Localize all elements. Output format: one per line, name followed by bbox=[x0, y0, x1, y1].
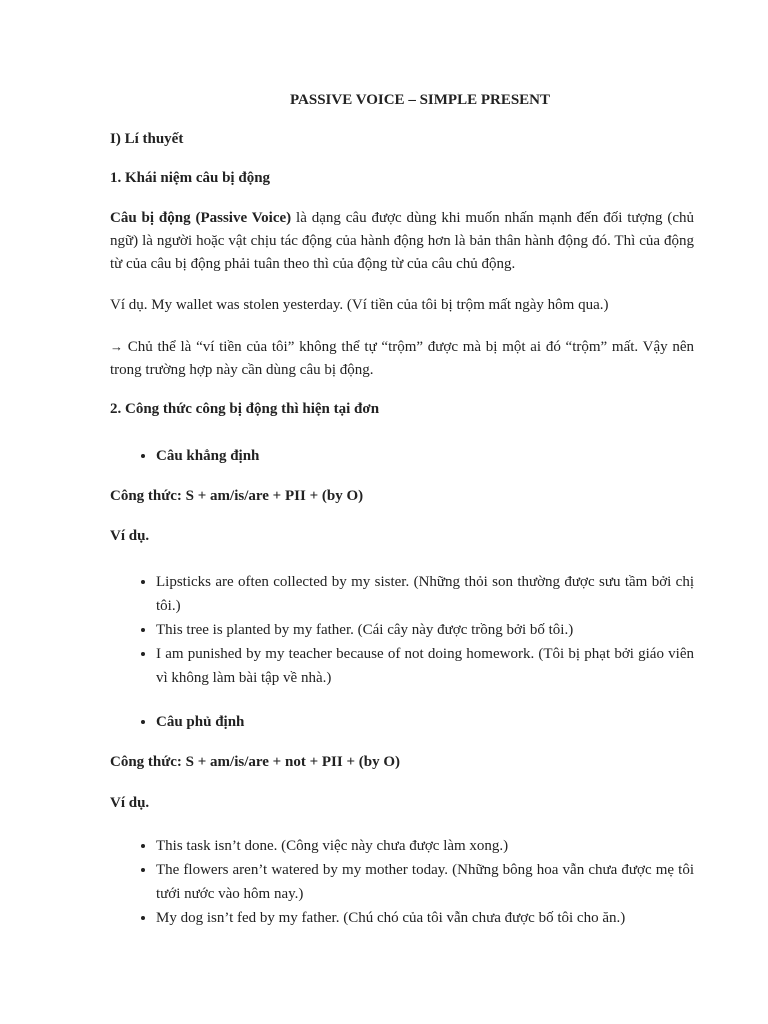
list-item: • This tree is planted by my father. (Cái cây này được trồng bởi bố tôi.) bbox=[156, 618, 694, 642]
negative-examples bbox=[110, 834, 694, 930]
definition-term: Câu bị động (Passive Voice) bbox=[110, 210, 292, 226]
negative-label: • Câu phủ định bbox=[156, 710, 694, 734]
negative-formula: Công thức: S + am/is/are + not + PII + (by O) bbox=[110, 754, 401, 770]
affirmative-formula: Công thức: S + am/is/are + PII + (by O) bbox=[110, 488, 364, 504]
explanation-text: Chủ thể là “ví tiền của tôi” không thể tự “trộm” được mà bị một ai đó “trộm” mất. Vậy nên trong trường hợp này cần dùng câu bị động. bbox=[110, 339, 694, 378]
negative-list bbox=[110, 710, 694, 734]
definition-text: là dạng câu được dùng khi muốn nhấn mạnh đến đối tượng (chủ ngữ) là người hoặc vật chịu tác động của hành động hơn là bản thân hành động đó. Thì của động từ của câu bị động phải tuân theo thì của động từ của câu chủ động. bbox=[110, 210, 694, 272]
explanation-paragraph bbox=[110, 335, 694, 382]
section-heading-theory: I) Lí thuyết bbox=[110, 131, 184, 147]
heading-passive-concept: 1. Khái niệm câu bị động bbox=[110, 170, 271, 186]
heading-formula: 2. Công thức công bị động thì hiện tại đơn bbox=[110, 401, 380, 417]
affirmative-example-label: Ví dụ. bbox=[110, 528, 150, 544]
list-item: • I am punished by my teacher because of not doing homework. (Tôi bị phạt bởi giáo viên vì không làm bài tập về nhà.) bbox=[156, 642, 694, 690]
list-item: • Lipsticks are often collected by my sister. (Những thỏi son thường được sưu tầm bởi chị tôi.) bbox=[156, 570, 694, 618]
affirmative-label: • Câu khẳng định bbox=[156, 444, 694, 468]
negative-example-label: Ví dụ. bbox=[110, 795, 150, 811]
affirmative-list bbox=[110, 444, 694, 468]
affirmative-examples bbox=[110, 570, 694, 690]
definition-paragraph bbox=[110, 207, 694, 276]
example-wallet: Ví dụ. My wallet was stolen yesterday. (Ví tiền của tôi bị trộm mất ngày hôm qua.) bbox=[110, 297, 609, 313]
document-title: PASSIVE VOICE – SIMPLE PRESENT bbox=[289, 92, 551, 108]
list-item: • This task isn’t done. (Công việc này chưa được làm xong.) bbox=[156, 834, 694, 858]
list-item: • The flowers aren’t watered by my mother today. (Những bông hoa vẫn chưa được mẹ tôi tưới nước vào hôm nay.) bbox=[156, 858, 694, 906]
arrow-icon: → bbox=[110, 339, 123, 354]
list-item: • My dog isn’t fed by my father. (Chú chó của tôi vẫn chưa được bố tôi cho ăn.) bbox=[156, 906, 694, 930]
